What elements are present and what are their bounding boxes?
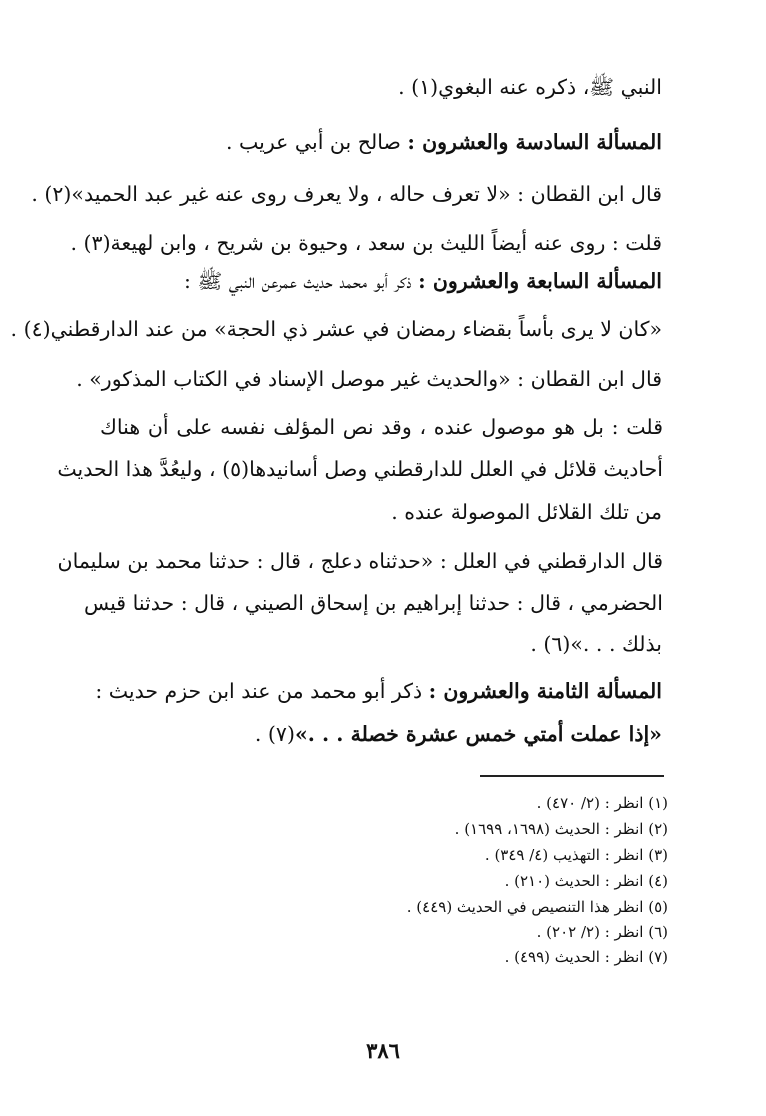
issue-heading: المسألة السادسة والعشرون : xyxy=(407,130,662,154)
page-number: ٣٨٦ xyxy=(366,1038,400,1063)
issue-heading: المسألة السابعة والعشرون : xyxy=(418,269,662,293)
footnote: (٦) انظر : (٢/ ٢٠٢) . xyxy=(536,923,668,941)
text-span: (٧) . xyxy=(254,722,295,746)
text-line: قال ابن القطان : «والحديث غير موصل الإسناد في الكتاب المذكور» . xyxy=(76,367,662,391)
text-line: قال ابن القطان : «لا تعرف حاله ، ولا يعرف روى عنه غير عبد الحميد»(٢) . xyxy=(31,182,662,206)
text-line: بذلك . . .»(٦) . xyxy=(530,632,662,656)
text-line: النبي ﷺ، ذكره عنه البغوي(١) . xyxy=(398,75,662,99)
text-span: صالح بن أبي عريب . xyxy=(225,130,408,154)
issue-26-line xyxy=(226,127,662,157)
text-line: قلت : بل هو موصول عنده ، وقد نص المؤلف نفسه على أن هناك xyxy=(100,415,663,439)
text-span: ذكر أبو محمد حديث عمرعن النبي ﷺ : xyxy=(184,269,419,293)
footnote: (٥) انظر هذا التنصيص في الحديث (٤٤٩) . xyxy=(406,898,668,916)
text-line: أحاديث قلائل في العلل للدارقطني وصل أسانيدها(٥) ، وليعُدَّ هذا الحديث xyxy=(57,457,663,481)
footnote-divider xyxy=(480,775,664,777)
issue-28-line xyxy=(95,676,662,706)
footnote: (٧) انظر : الحديث (٤٩٩) . xyxy=(504,948,668,966)
text-line: «كان لا يرى بأساً بقضاء رمضان في عشر ذي الحجة» من عند الدارقطني(٤) . xyxy=(10,317,662,341)
footnote: (٣) انظر : التهذيب (٤/ ٣٤٩) . xyxy=(484,846,668,864)
hadith-line xyxy=(255,719,662,749)
text-line: قلت : روى عنه أيضاً الليث بن سعد ، وحيوة بن شريح ، وابن لهيعة(٣) . xyxy=(70,231,662,255)
text-span: ذكر أبو محمد من عند ابن حزم حديث : xyxy=(95,679,429,703)
issue-heading: المسألة الثامنة والعشرون : xyxy=(428,679,662,703)
text-line: الحضرمي ، قال : حدثنا إبراهيم بن إسحاق الصيني ، قال : حدثنا قيس xyxy=(83,591,663,615)
footnote: (١) انظر : (٢/ ٤٧٠) . xyxy=(536,794,668,812)
text-line: من تلك القلائل الموصولة عنده . xyxy=(391,500,662,524)
text-line: قال الدارقطني في العلل : «حدثناه دعلج ، قال : حدثنا محمد بن سليمان xyxy=(57,549,663,573)
hadith-quote: «إذا عملت أمتي خمس عشرة خصلة . . .» xyxy=(294,722,662,746)
footnote: (٢) انظر : الحديث (١٦٩٨، ١٦٩٩) . xyxy=(454,820,668,838)
issue-27-line xyxy=(184,266,662,296)
footnote: (٤) انظر : الحديث (٢١٠) . xyxy=(504,872,668,890)
